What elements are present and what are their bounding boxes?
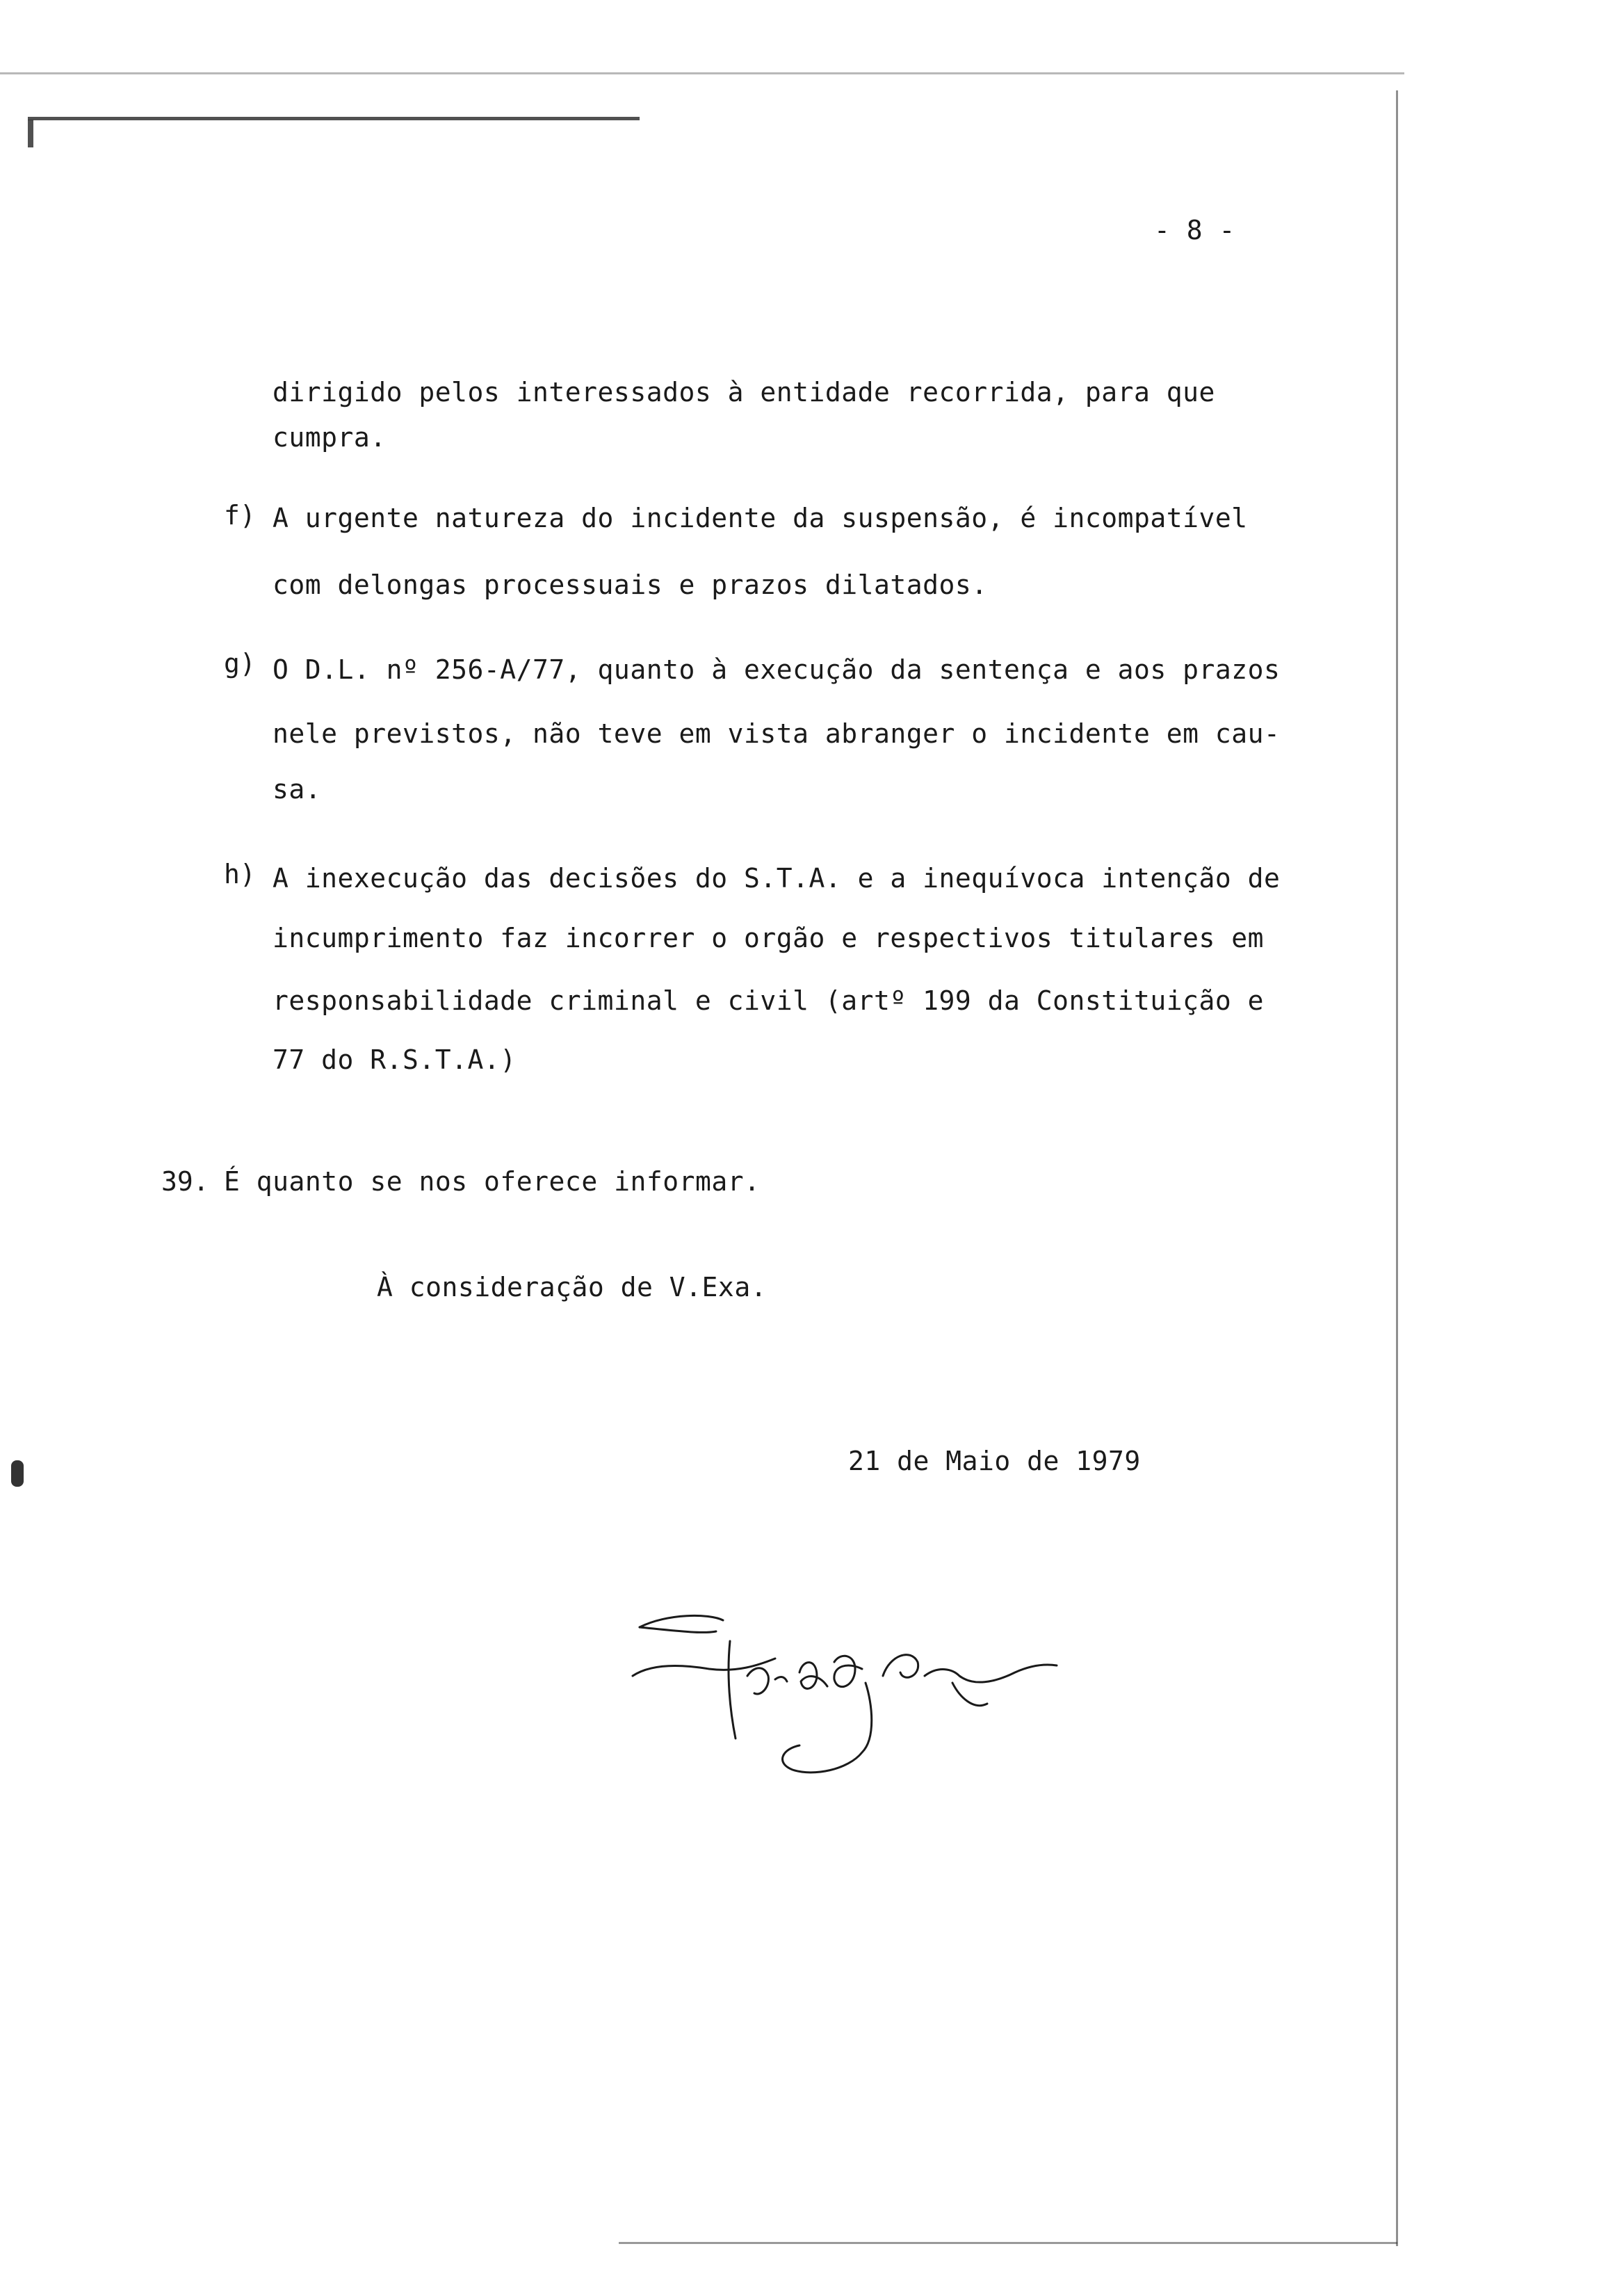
item-g-line-1: O D.L. nº 256-A/77, quanto à execução da sentença e aos prazos [273,654,1281,685]
item-g-label: g) [224,648,256,679]
left-punch-mark [11,1460,24,1487]
item-g-line-2: nele previstos, não teve em vista abranger o incidente em cau- [273,718,1281,749]
item-g-line-3: sa. [273,774,322,805]
item-h-line-2: incumprimento faz incorrer o orgão e respectivos titulares em [273,923,1265,953]
item-h-line-3: responsabilidade criminal e civil (artº 199 da Constituição e [273,985,1265,1016]
continuation-line-1: dirigido pelos interessados à entidade recorrida, para que [273,377,1215,407]
date-line: 21 de Maio de 1979 [848,1446,1141,1476]
item-h-line-1: A inexecução das decisões do S.T.A. e a inequívoca intenção de [273,863,1281,894]
bottom-edge-rule [619,2242,1397,2244]
top-left-rule [28,117,640,120]
closing-text: É quanto se nos oferece informar. [224,1166,761,1197]
continuation-line-2: cumpra. [273,422,387,453]
paragraph-number: 39. [161,1166,209,1197]
page-number: - 8 - [1154,215,1235,245]
item-h-line-4: 77 do R.S.T.A.) [273,1044,517,1075]
item-f-line-2: com delongas processuais e prazos dilatados. [273,570,988,600]
item-f-label: f) [224,500,256,531]
item-h-label: h) [224,859,256,889]
top-left-mark [28,120,33,147]
item-f-line-1: A urgente natureza do incidente da suspensão, é incompatível [273,503,1248,533]
top-dashed-edge [0,72,1404,74]
handwritten-signature [626,1599,1071,1794]
consideration-text: À consideração de V.Exa. [377,1272,768,1302]
right-margin-rule [1396,90,1398,2246]
